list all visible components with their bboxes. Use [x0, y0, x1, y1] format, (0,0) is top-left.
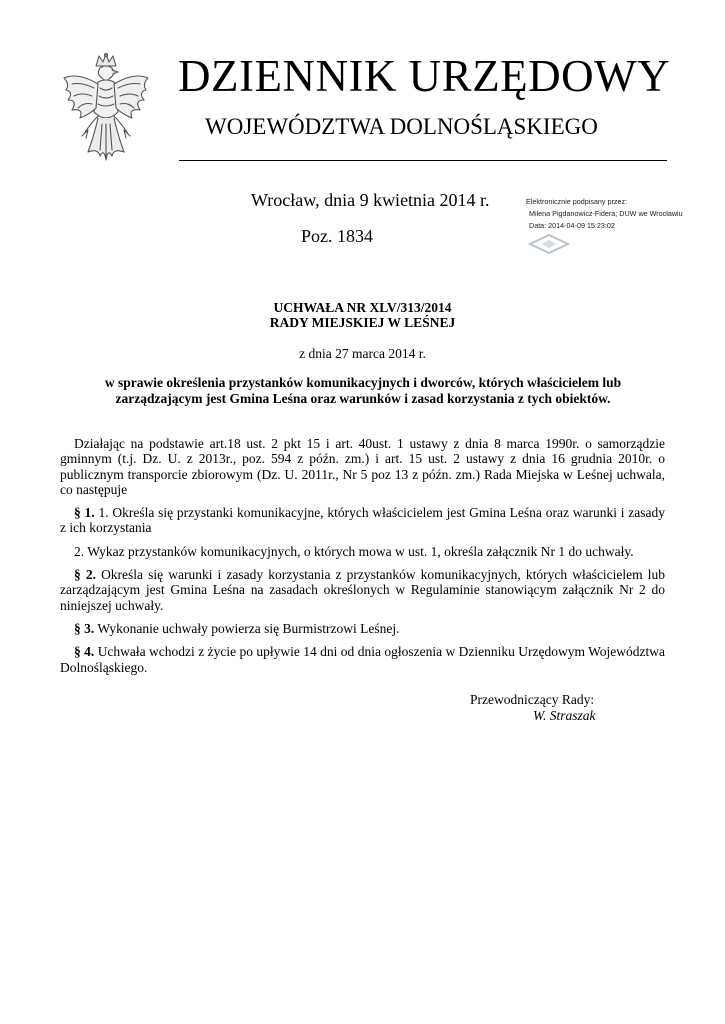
paragraph-4-mark: § 4.	[74, 644, 95, 660]
paragraph-2	[60, 567, 665, 613]
signature-line-1: Elektronicznie podpisany przez:	[526, 197, 628, 206]
signature-line-3: Data: 2014-04-09 15:23:02	[529, 221, 615, 230]
publication-date: Wrocław, dnia 9 kwietnia 2014 r.	[251, 190, 490, 210]
act-title-line-1: UCHWAŁA NR XLV/313/2014	[273, 300, 452, 315]
publication-position: Poz. 1834	[301, 226, 373, 246]
act-date: z dnia 27 marca 2014 r.	[299, 346, 426, 361]
act-subject	[58, 375, 668, 407]
paragraph-1	[60, 505, 665, 536]
masthead-divider	[179, 160, 667, 161]
act-title-line-2: RADY MIEJSKIEJ W LEŚNEJ	[269, 315, 456, 330]
paragraph-2-text: Określa się warunki i zasady korzystania z przystanków komunikacyjnych, których właścicielem lub zarządzającym jest Gmina Leśna na zasadach określonych w Regulaminie stanowiącym załącznik Nr 2 do niniejszej uchwały.	[60, 567, 665, 613]
paragraph-1-mark: § 1.	[74, 505, 95, 521]
masthead-subtitle: WOJEWÓDZTWA DOLNOŚLĄSKIEGO	[205, 114, 598, 139]
paragraph-1-text: 1. Określa się przystanki komunikacyjne, których właścicielem jest Gmina Leśna oraz warunki i zasady z ich korzystania	[60, 505, 666, 536]
masthead-title: DZIENNIK URZĘDOWY	[178, 51, 671, 101]
paragraph-3-mark: § 3.	[74, 620, 95, 636]
signature-line-2: Milena Pigdanowicz-Fidera; DUW we Wrocławiu	[529, 209, 683, 218]
act-subject-line-2: zarządzającym jest Gmina Leśna oraz warunków i zasad korzystania z tych obiektów.	[115, 391, 611, 406]
paragraph-1-item-2: 2. Wykaz przystanków komunikacyjnych, o których mowa w ust. 1, określa załącznik Nr 1 do uchwały.	[74, 543, 634, 559]
act-title	[0, 300, 725, 330]
paragraph-4	[60, 644, 665, 675]
paragraph-3	[60, 621, 665, 636]
paragraph-4-text: Uchwała wchodzi z życie po upływie 14 dni od dnia ogłoszenia w Dzienniku Urzędowym Województwa Dolnośląskiego.	[60, 644, 666, 675]
chairman-name: W. Straszak	[533, 708, 596, 723]
electronic-signature-block	[526, 196, 716, 232]
preamble: Działając na podstawie art.18 ust. 2 pkt 15 i art. 40ust. 1 ustawy z dnia 8 marca 1990r. o samorządzie gminnym (t.j. Dz. U. z 2013r., poz. 594 z późn. zm.) i art. 15 ust. 2 ustawy z dnia 16 grudnia 2010r. o publicznym transporcie zbiorowym (Dz. U. 2011r., Nr 5 poz 13 z późn. zm.) Rada Miejska w Leśnej uchwala, co następuje	[60, 436, 665, 497]
act-body	[60, 436, 665, 683]
eagle-emblem-icon	[58, 52, 154, 170]
paragraph-3-text: Wykonanie uchwały powierza się Burmistrzowi Leśnej.	[97, 620, 400, 636]
paragraph-2-mark: § 2.	[74, 567, 96, 583]
act-subject-line-1: w sprawie określenia przystanków komunikacyjnych i dworców, których właścicielem lub	[104, 375, 622, 390]
chairman-role: Przewodniczący Rady:	[470, 692, 595, 707]
signature-verified-icon	[528, 233, 570, 255]
